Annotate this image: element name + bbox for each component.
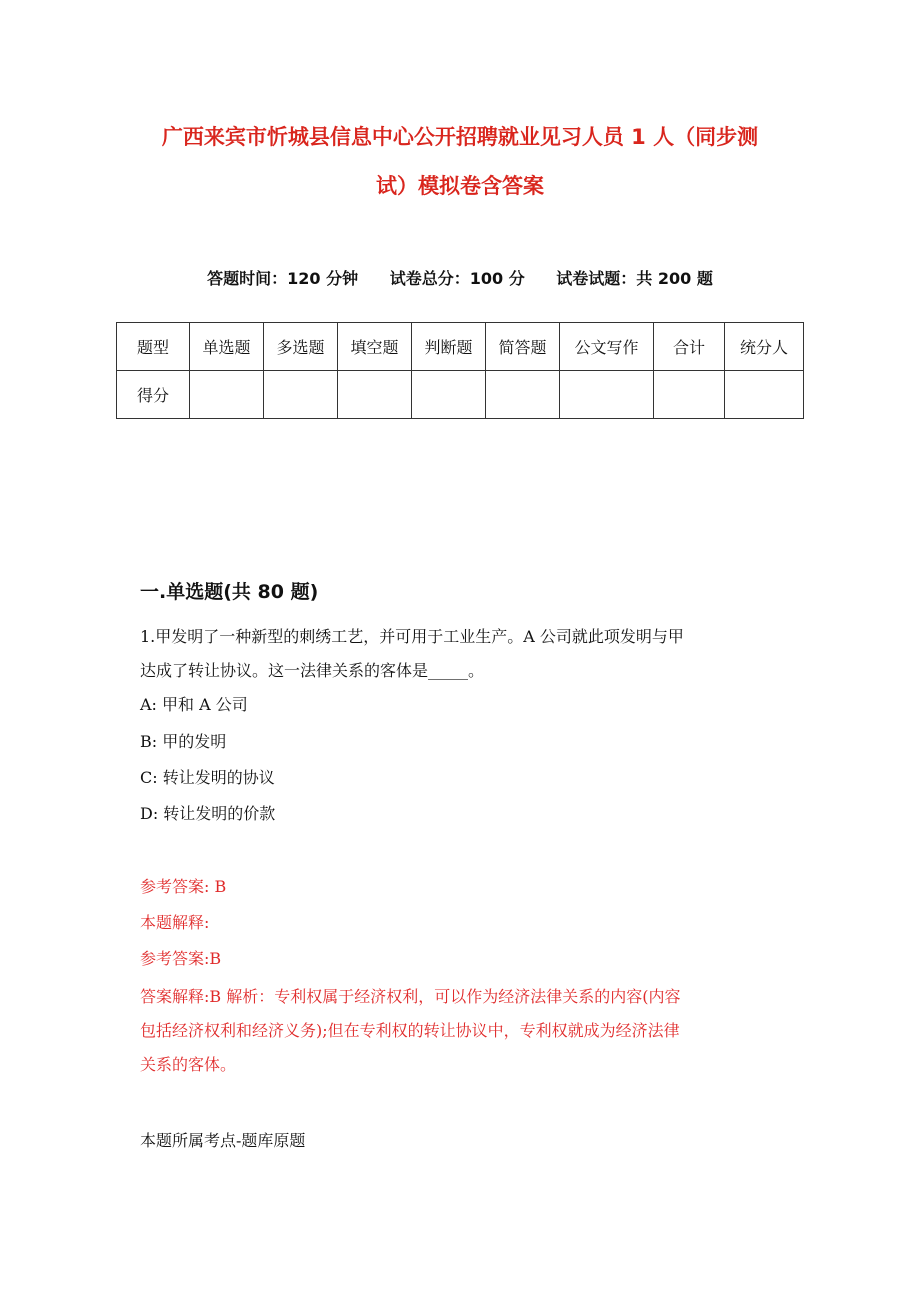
explanation-line-1: 答案解释:B 解析：专利权属于经济权利，可以作为经济法律关系的内容(内容 [140, 987, 681, 1006]
header-cell-multi-choice: 多选题 [264, 323, 338, 371]
header-cell-official-writing: 公文写作 [560, 323, 654, 371]
reference-answer-2: 参考答案:B [140, 949, 222, 968]
option-d: D: 转让发明的价款 [140, 804, 276, 823]
option-a: A: 甲和 A 公司 [140, 695, 248, 714]
score-cell [654, 371, 725, 419]
exam-meta [0, 266, 920, 289]
score-table [116, 322, 804, 419]
document-title-line-1: 广西来宾市忻城县信息中心公开招聘就业见习人员 1 人（同步测 [161, 125, 759, 149]
question-text-line-2: 达成了转让协议。这一法律关系的客体是_____。 [140, 661, 485, 680]
score-cell [338, 371, 412, 419]
score-cell [190, 371, 264, 419]
reference-answer: 参考答案: B [140, 877, 227, 896]
explanation-line-3: 关系的客体。 [140, 1055, 237, 1074]
score-cell [560, 371, 654, 419]
header-cell-fill-blank: 填空题 [338, 323, 412, 371]
score-table-score-row [117, 371, 804, 419]
option-b: B: 甲的发明 [140, 732, 227, 751]
section-title: 一.单选题(共 80 题) [140, 581, 319, 603]
question-source: 本题所属考点-题库原题 [140, 1131, 306, 1150]
document-title-line-2: 试）模拟卷含答案 [376, 174, 544, 198]
score-table-header-row [117, 323, 804, 371]
header-cell-type: 题型 [117, 323, 190, 371]
header-cell-single-choice: 单选题 [190, 323, 264, 371]
question-text [140, 620, 780, 688]
header-cell-scorer: 统分人 [725, 323, 804, 371]
explanation-line-2: 包括经济权利和经济义务);但在专利权的转让协议中，专利权就成为经济法律 [140, 1021, 680, 1040]
exam-total-questions: 试卷试题：共 200 题 [556, 269, 713, 288]
explanation-label: 本题解释: [140, 913, 210, 932]
answer-explanation [140, 980, 780, 1082]
score-cell [725, 371, 804, 419]
option-c: C: 转让发明的协议 [140, 768, 275, 787]
score-cell [264, 371, 338, 419]
header-cell-short-answer: 简答题 [486, 323, 560, 371]
score-cell [412, 371, 486, 419]
header-cell-true-false: 判断题 [412, 323, 486, 371]
header-cell-total: 合计 [654, 323, 725, 371]
question-text-line-1: 1.甲发明了一种新型的刺绣工艺，并可用于工业生产。A 公司就此项发明与甲 [140, 627, 684, 646]
score-row-label: 得分 [117, 371, 190, 419]
score-cell [486, 371, 560, 419]
exam-time: 答题时间：120 分钟 [207, 269, 359, 288]
exam-total-score: 试卷总分：100 分 [389, 269, 525, 288]
